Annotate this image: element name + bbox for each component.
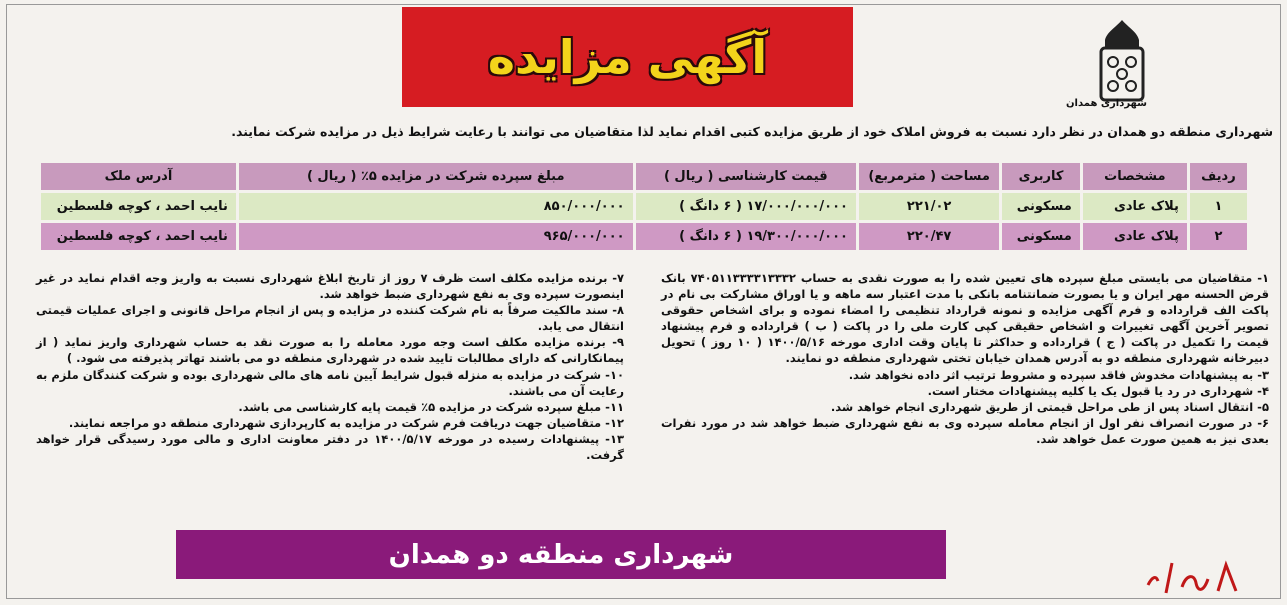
term-item: ۴- شهرداری در رد یا قبول یک یا کلیه پیشنهادات مختار است. bbox=[927, 383, 1269, 398]
cell-row-number: ۱ bbox=[1190, 193, 1247, 220]
header-specs: مشخصات bbox=[1083, 163, 1187, 190]
terms-right-column bbox=[661, 270, 1269, 447]
table-row bbox=[41, 193, 1247, 220]
cell-row-number: ۲ bbox=[1190, 223, 1247, 250]
terms-left-column bbox=[36, 270, 624, 463]
property-table bbox=[38, 160, 1250, 253]
header-usage: کاربری bbox=[1002, 163, 1080, 190]
header-appraisal-price: قیمت کارشناسی ( ریال ) bbox=[636, 163, 856, 190]
cell-specs: پلاک عادی bbox=[1083, 193, 1187, 220]
term-item: ۵- انتقال اسناد پس از طی مراحل قیمتی از طریق شهرداری انجام خواهد شد. bbox=[830, 399, 1269, 414]
cell-appraisal-price: ۱۹/۳۰۰/۰۰۰/۰۰۰ ( ۶ دانگ ) bbox=[636, 223, 856, 250]
term-item: ۱۱- مبلغ سپرده شرکت در مزایده ۵٪ قیمت پایه کارشناسی می باشد. bbox=[238, 399, 624, 414]
table-row bbox=[41, 223, 1247, 250]
cell-deposit: ۸۵۰/۰۰۰/۰۰۰ bbox=[239, 193, 633, 220]
term-item: ۱۰- شرکت در مزایده به منزله قبول شرایط آیین نامه های مالی شهرداری بوده و شرکت کنندگان ملزم به رعایت آن می باشند. bbox=[36, 367, 624, 398]
term-item: ۳- به پیشنهادات مخدوش فاقد سپرده و مشروط ترتیب اثر داده نخواهد شد. bbox=[848, 367, 1269, 382]
table-header-row bbox=[41, 163, 1247, 190]
term-item: ۸- سند مالکیت صرفاً به نام شرکت کننده در مزایده و پس از انجام مراحل قانونی و اجرای عملیات قیمتی انتقال می یابد. bbox=[36, 303, 624, 334]
municipality-logo-icon bbox=[1087, 18, 1157, 108]
header-row-number: ردیف bbox=[1190, 163, 1247, 190]
title-banner bbox=[402, 7, 853, 107]
cell-appraisal-price: ۱۷/۰۰۰/۰۰۰/۰۰۰ ( ۶ دانگ ) bbox=[636, 193, 856, 220]
intro-text: شهرداری منطقه دو همدان در نظر دارد نسبت به فروش املاک خود از طریق مزایده کتبی اقدام نماید لذا متقاضیان می توانند با رعایت شرایط ذیل در مزایده شرکت نمایند. bbox=[231, 124, 1273, 139]
cell-usage: مسکونی bbox=[1002, 193, 1080, 220]
term-item: ۱۲- متقاضیان جهت دریافت فرم شرکت در مزایده به کارپردازی شهرداری منطقه دو مراجعه نمایند. bbox=[68, 415, 624, 430]
cell-address: نایب احمد ، کوچه فلسطین bbox=[41, 193, 236, 220]
cell-specs: پلاک عادی bbox=[1083, 223, 1187, 250]
logo-caption: شهرداری همدان bbox=[1066, 98, 1147, 109]
header-address: آدرس ملک bbox=[41, 163, 236, 190]
term-item: ۶- در صورت انصراف نفر اول از انجام معامله سپرده وی به نفع شهرداری ضبط خواهد شد در مورد نفرات بعدی نیز به همین صورت عمل خواهد شد. bbox=[661, 415, 1269, 446]
footer-text: شهرداری منطقه دو همدان bbox=[388, 539, 734, 570]
term-item: ۱۳- پیشنهادات رسیده در مورخه ۱۴۰۰/۵/۱۷ در دفتر معاونت اداری و مالی مورد رسیدگی قرار خواهد گرفت. bbox=[36, 431, 624, 463]
cell-address: نایب احمد ، کوچه فلسطین bbox=[41, 223, 236, 250]
cell-deposit: ۹۶۵/۰۰۰/۰۰۰ bbox=[239, 223, 633, 250]
ad-title: آگهی مزایده bbox=[487, 30, 768, 84]
cell-usage: مسکونی bbox=[1002, 223, 1080, 250]
term-item: ۷- برنده مزایده مکلف است ظرف ۷ روز از تاریخ ابلاغ شهرداری نسبت به واریز وجه اقدام نماید در غیر اینصورت سپرده وی به نفع شهرداری ضبط خواهد شد. bbox=[36, 271, 625, 302]
footer-banner bbox=[176, 530, 946, 579]
term-item: ۱- متقاضیان می بایستی مبلغ سپرده های تعیین شده را به صورت نقدی به حساب ۷۴۰۵۱۱۳۳۳۳۱۳۳۳۲ بانک قرض الحسنه مهر ایران و یا بصورت ضمانتنامه بانکی با مدت اعتبار سه ماهه و یا اوراق مشارکت بی نام در پاکت الف قرارداده و فرم آگهی مزایده و نمونه قرارداد تنظیمی را امضاء نموده و برای اشخاص حقوقی تصویر آخرین آگهی تغییرات و اشخاص حقیقی کپی کارت ملی را در پاکت ( ب ) قرارداده و فرم پیشنهاد قیمت را تکمیل در پاکت ( ج ) قرارداده و حداکثر تا پایان وقت اداری مورخه ۱۴۰۰/۵/۱۶ ( ۱۰ روز ) تحویل دبیرخانه شهرداری منطقه دو به آدرس همدان خیابان تختی شهرداری منطقه دو نمایند. bbox=[661, 271, 1270, 366]
header-area: مساحت ( مترمربع) bbox=[859, 163, 999, 190]
handwritten-number-mark bbox=[1138, 555, 1258, 600]
cell-area: ۲۲۰/۴۷ bbox=[859, 223, 999, 250]
term-item: ۹- برنده مزایده مکلف است وجه مورد معامله را به صورت نقد به حساب شهرداری واریز نماید ( از پیمانکارانی که دارای مطالبات تایید شده در شهرداری منطقه دو می باشند تهاتر پذیرفته می شود. ) bbox=[36, 335, 624, 366]
cell-area: ۲۲۱/۰۲ bbox=[859, 193, 999, 220]
header-deposit: مبلغ سپرده شرکت در مزایده ۵٪ ( ریال ) bbox=[239, 163, 633, 190]
